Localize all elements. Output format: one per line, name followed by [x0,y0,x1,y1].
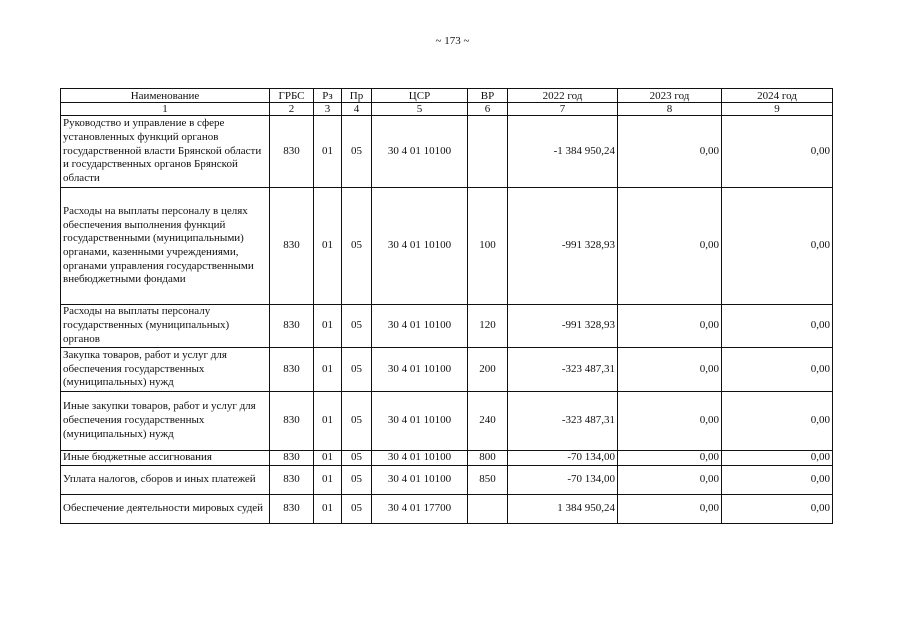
table-row [61,348,833,392]
row-pr: 05 [342,305,372,348]
column-number: 5 [372,103,468,116]
row-2022: -991 328,93 [508,305,618,348]
column-number: 7 [508,103,618,116]
row-rz: 01 [314,348,342,392]
row-csr: 30 4 01 10100 [372,465,468,494]
header-csr: ЦСР [372,89,468,103]
row-csr: 30 4 01 10100 [372,451,468,466]
column-number: 4 [342,103,372,116]
table-row [61,188,833,305]
table-row [61,451,833,466]
row-2024: 0,00 [722,465,833,494]
row-csr: 30 4 01 10100 [372,305,468,348]
column-number: 9 [722,103,833,116]
row-2023: 0,00 [618,392,722,451]
row-2023: 0,00 [618,494,722,523]
column-number: 1 [61,103,270,116]
row-name: Обеспечение деятельности мировых судей [61,494,270,523]
table-row [61,305,833,348]
row-rz: 01 [314,494,342,523]
row-pr: 05 [342,392,372,451]
row-2024: 0,00 [722,451,833,466]
header-2022: 2022 год [508,89,618,103]
row-csr: 30 4 01 10100 [372,188,468,305]
row-2023: 0,00 [618,188,722,305]
table-row [61,116,833,188]
table-row [61,494,833,523]
row-vr: 120 [468,305,508,348]
header-2024: 2024 год [722,89,833,103]
row-name: Расходы на выплаты персоналу государственных (муниципальных) органов [61,305,270,348]
row-name: Руководство и управление в сфере установленных функций органов государственной власти Брянской области и государственных органов Брянской области [61,116,270,188]
row-2024: 0,00 [722,348,833,392]
header-2023: 2023 год [618,89,722,103]
row-csr: 30 4 01 10100 [372,116,468,188]
header-rz: Рз [314,89,342,103]
header-vr: ВР [468,89,508,103]
row-2024: 0,00 [722,116,833,188]
row-grbs: 830 [270,392,314,451]
row-grbs: 830 [270,116,314,188]
row-grbs: 830 [270,188,314,305]
row-2024: 0,00 [722,188,833,305]
row-2023: 0,00 [618,116,722,188]
row-pr: 05 [342,116,372,188]
row-grbs: 830 [270,348,314,392]
row-csr: 30 4 01 10100 [372,348,468,392]
row-2022: -323 487,31 [508,392,618,451]
row-vr: 800 [468,451,508,466]
row-pr: 05 [342,188,372,305]
row-name: Закупка товаров, работ и услуг для обеспечения государственных (муниципальных) нужд [61,348,270,392]
row-vr [468,116,508,188]
row-name: Иные закупки товаров, работ и услуг для обеспечения государственных (муниципальных) нужд [61,392,270,451]
column-number-row [61,103,833,116]
row-2022: -323 487,31 [508,348,618,392]
row-grbs: 830 [270,465,314,494]
column-number: 8 [618,103,722,116]
row-2024: 0,00 [722,494,833,523]
row-2023: 0,00 [618,348,722,392]
row-name: Иные бюджетные ассигнования [61,451,270,466]
row-vr: 240 [468,392,508,451]
row-2022: -70 134,00 [508,451,618,466]
row-pr: 05 [342,465,372,494]
row-grbs: 830 [270,451,314,466]
row-pr: 05 [342,451,372,466]
row-rz: 01 [314,392,342,451]
row-csr: 30 4 01 17700 [372,494,468,523]
budget-table [60,88,833,524]
row-vr: 200 [468,348,508,392]
row-csr: 30 4 01 10100 [372,392,468,451]
row-2022: -70 134,00 [508,465,618,494]
row-vr: 100 [468,188,508,305]
header-name: Наименование [61,89,270,103]
column-number: 3 [314,103,342,116]
row-grbs: 830 [270,305,314,348]
header-grbs: ГРБС [270,89,314,103]
table-row [61,392,833,451]
table-row [61,465,833,494]
page-number: ~ 173 ~ [435,35,470,47]
row-name: Уплата налогов, сборов и иных платежей [61,465,270,494]
column-number: 2 [270,103,314,116]
row-2022: 1 384 950,24 [508,494,618,523]
row-pr: 05 [342,348,372,392]
row-2024: 0,00 [722,392,833,451]
column-number: 6 [468,103,508,116]
row-2022: -1 384 950,24 [508,116,618,188]
row-rz: 01 [314,116,342,188]
row-rz: 01 [314,188,342,305]
row-pr: 05 [342,494,372,523]
row-2022: -991 328,93 [508,188,618,305]
row-rz: 01 [314,451,342,466]
row-2024: 0,00 [722,305,833,348]
row-rz: 01 [314,305,342,348]
row-rz: 01 [314,465,342,494]
row-name: Расходы на выплаты персоналу в целях обеспечения выполнения функций государственными (муниципальными) органами, казенными учреждениями, органами управления государственными внебюджетными фондами [61,188,270,305]
header-pr: Пр [342,89,372,103]
header-row [61,89,833,103]
row-grbs: 830 [270,494,314,523]
row-2023: 0,00 [618,305,722,348]
row-2023: 0,00 [618,465,722,494]
row-vr [468,494,508,523]
row-vr: 850 [468,465,508,494]
row-2023: 0,00 [618,451,722,466]
